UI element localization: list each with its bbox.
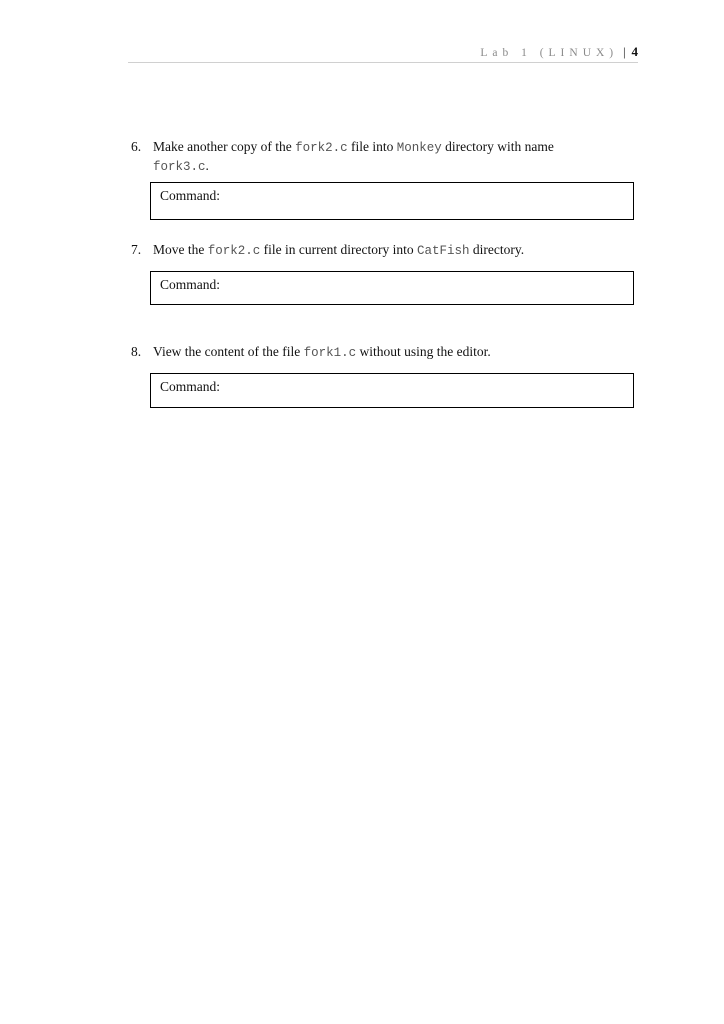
question-number: 8. <box>131 344 142 359</box>
page-header <box>128 38 638 63</box>
command-label: Command: <box>160 188 220 203</box>
question-text <box>153 138 611 176</box>
page-number: 4 <box>631 44 638 59</box>
command-label: Command: <box>160 277 220 292</box>
question-text-segment: directory with name <box>441 139 554 154</box>
question-text-segment: . <box>205 158 209 173</box>
header-lab-title: Lab 1 (LINUX) <box>480 47 619 59</box>
command-label: Command: <box>160 379 220 394</box>
code-filename: fork2.c <box>295 141 348 155</box>
question-text-segment: file in current directory into <box>260 242 417 257</box>
question-8 <box>131 343 611 362</box>
header-text <box>480 45 638 60</box>
code-filename: fork2.c <box>207 244 261 258</box>
question-text-segment: Make another copy of the <box>153 139 296 154</box>
question-text <box>153 343 611 362</box>
question-text <box>153 241 611 260</box>
code-filename: fork3.c <box>153 160 206 174</box>
answer-box-7[interactable] <box>150 271 634 305</box>
question-text-segment: Move the <box>153 242 208 257</box>
question-6 <box>131 138 611 176</box>
question-text-segment: file into <box>347 139 397 154</box>
question-7 <box>131 241 611 260</box>
answer-box-8[interactable] <box>150 373 634 408</box>
header-separator: | <box>623 44 626 59</box>
code-directory: Monkey <box>396 141 442 155</box>
question-number: 7. <box>131 242 142 257</box>
code-directory: CatFish <box>416 244 470 258</box>
question-text-segment: without using the editor. <box>356 344 491 359</box>
question-text-segment: View the content of the file <box>153 344 304 359</box>
question-number: 6. <box>131 139 142 154</box>
answer-box-6[interactable] <box>150 182 634 220</box>
question-text-segment: directory. <box>469 242 525 257</box>
code-filename: fork1.c <box>303 346 357 360</box>
